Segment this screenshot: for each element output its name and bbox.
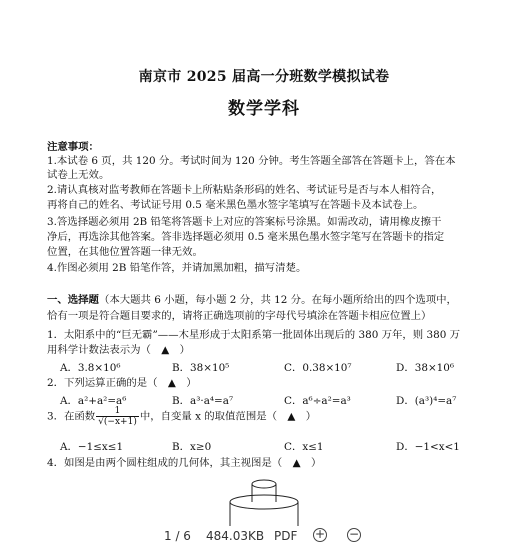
q2-stem: 2．下列运算正确的是（ ▲ ） [47,377,197,389]
pdf-viewer-toolbar [0,526,528,544]
zoom-out-button[interactable] [347,528,361,542]
section-heading: 一、选择题 [47,294,99,306]
section-intro-cont: 恰有一项是符合题目要求的，请将正确选项前的字母代号填涂在答题卡相应位置上） [47,310,432,322]
file-size: 484.03KB [206,529,265,543]
q1-option-c: C．0.38×10⁷ [284,362,352,374]
q3-option-a: A．−1≤x≤1 [60,441,124,453]
q3-option-b: B．x≥0 [172,441,212,453]
section-intro-text: （本大题共 6 小题，每小题 2 分，共 12 分。在每小题所给出的四个选项中， [98,294,457,306]
zoom-in-icon: + [314,527,326,541]
zoom-in-button[interactable] [313,528,327,542]
q2-option-c: C．a⁶÷a²=a³ [284,395,351,407]
q3-stem-post: 中，自变量 x 的取值范围是（ ▲ ） [139,410,317,423]
q2-option-a: A．a²+a²=a⁶ [60,395,127,407]
page-indicator: 1 / 6 [164,529,191,543]
cylinder-figure [214,476,314,526]
q2-option-d: D．(a³)⁴=a⁷ [396,395,457,407]
q1-option-a: A．3.8×10⁶ [60,362,121,374]
notice-line: 3.答选择题必须用 2B 铅笔将答题卡上对应的答案标号涂黑。如需改动，请用橡皮擦干 [47,216,442,228]
q3-frac-num: 1 [96,406,139,417]
notice-line: 试卷上无效。 [47,169,110,181]
exam-title: 南京市 2025 届高一分班数学模拟试卷 [138,69,390,85]
q3-stem-pre: 3．在函数 [47,410,96,423]
q3-stem [47,406,316,427]
q3-option-c: C．x≤1 [284,441,324,453]
file-type: PDF [274,529,298,543]
q3-frac-den: √(−x+1) [98,417,137,427]
notice-line: 2.请认真核对监考教师在答题卡上所粘贴条形码的姓名、考试证号是否与本人相符合， [47,184,442,196]
q4-stem: 4．如图是由两个圆柱组成的几何体，其主视图是（ ▲ ） [47,457,322,469]
q1-option-b: B．38×10⁵ [172,362,230,374]
exam-subtitle: 数学学科 [228,99,300,119]
zoom-out-icon: − [348,527,360,541]
q1-stem-cont: 用科学计数法表示为（ ▲ ） [47,344,191,356]
q3-fraction [96,406,139,427]
q1-stem: 1．太阳系中的“巨无霸”——木星形成于太阳系第一批固体出现后的 380 万年，则 380 万 [47,329,460,341]
q3-option-d: D．−1<x<1 [396,441,460,453]
notice-line: 净后，再选涂其他答案。答非选择题必须用 0.5 毫米黑色墨水签字笔写在答题卡的指定 [47,231,445,243]
notice-line: 位置，在其他位置答题一律无效。 [47,246,203,258]
notice-line: 4.作图必须用 2B 铅笔作答，并请加黑加粗，描写清楚。 [47,262,307,274]
q2-option-b: B．a³·a⁴=a⁷ [172,395,234,407]
section-intro [47,293,457,307]
q1-option-d: D．38×10⁶ [396,362,455,374]
notice-line: 1.本试卷 6 页，共 120 分。考试时间为 120 分钟。考生答题全部答在答题卡上，答在本 [47,155,456,167]
notice-heading: 注意事项： [47,141,99,153]
notice-line: 再将自己的姓名、考试证号用 0.5 毫米黑色墨水签字笔填写在答题卡及本试卷上。 [47,199,424,211]
